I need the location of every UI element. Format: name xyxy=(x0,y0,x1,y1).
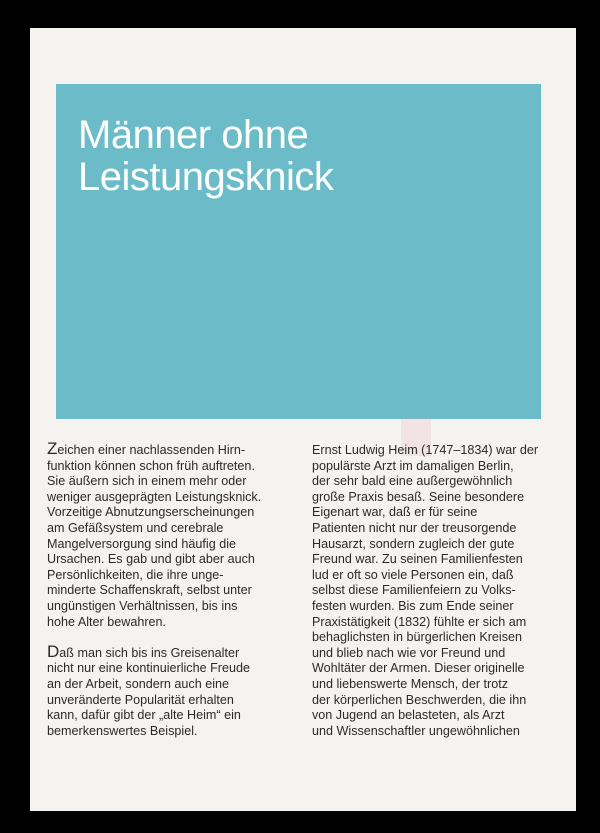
text-line: Ursachen. Es gab und gibt aber auch xyxy=(47,552,255,567)
text-line: lud er oft so viele Personen ein, daß xyxy=(312,567,514,582)
text-line: populärste Arzt im damaligen Berlin, xyxy=(312,458,514,473)
text-line: der körperlichen Beschwerden, die ihn xyxy=(312,692,527,707)
text-line: Sie äußern sich in einem mehr oder xyxy=(47,474,247,489)
drop-cap: Z xyxy=(47,439,58,458)
text-line: unveränderte Popularität erhalten xyxy=(47,692,234,707)
document-page xyxy=(30,28,576,811)
text-line: bemerkenswertes Beispiel. xyxy=(47,723,198,738)
text-line: Zeichen einer nachlassenden Hirn- xyxy=(47,439,246,458)
text-line: ungünstigen Verhältnissen, bis ins xyxy=(47,598,238,613)
text-line: nicht nur eine kontinuierliche Freude xyxy=(47,661,251,676)
left-text-column xyxy=(47,439,287,739)
text-line: große Praxis besaß. Seine besondere xyxy=(312,489,525,504)
paragraph-heim-biography xyxy=(312,443,557,739)
text-line: Vorzeitige Abnutzungserscheinungen xyxy=(47,505,255,520)
text-line: weniger ausgeprägten Leistungsknick. xyxy=(47,489,262,504)
page-title xyxy=(78,114,333,198)
drop-cap: D xyxy=(47,641,60,661)
text-line: Hausarzt, sondern zugleich der gute xyxy=(312,536,515,551)
text-line: der sehr bald eine außergewöhnlich xyxy=(312,474,513,489)
text-line: und blieb nach wie vor Freund und xyxy=(312,645,506,660)
text-line: an der Arbeit, sondern auch eine xyxy=(47,676,230,691)
text-line: kann, dafür gibt der „alte Heim“ ein xyxy=(47,708,241,723)
text-line: Praxistätigkeit (1832) fühlte er sich am xyxy=(312,614,527,629)
title-banner xyxy=(56,84,541,419)
text-line: Mangelversorgung sind häufig die xyxy=(47,536,237,551)
text-line: Persönlichkeiten, die ihre unge- xyxy=(47,567,224,582)
text-line: minderte Schaffenskraft, selbst unter xyxy=(47,583,252,598)
text-line: hohe Alter bewahren. xyxy=(47,614,167,629)
text-line: Daß man sich bis ins Greisenalter xyxy=(47,641,240,661)
text-line: von Jugend an belasteten, als Arzt xyxy=(312,708,505,723)
text-line: am Gefäßsystem und cerebrale xyxy=(47,520,224,535)
text-line: und Wissenschaftler ungewöhnlichen xyxy=(312,723,520,738)
text-line: Eigenart war, daß er für seine xyxy=(312,505,478,520)
text-line: Ernst Ludwig Heim (1747–1834) war der xyxy=(312,443,539,457)
right-text-column xyxy=(312,443,557,739)
text-line: funktion können schon früh auftreten. xyxy=(47,458,255,473)
text-line: selbst diese Familienfeiern zu Volks- xyxy=(312,583,516,598)
title-line: Leistungsknick xyxy=(78,155,334,199)
text-line: und liebenswerte Mensch, der trotz xyxy=(312,676,509,691)
text-line: behaglichsten in bürgerlichen Kreisen xyxy=(312,630,523,645)
text-line: Freund war. Zu seinen Familienfesten xyxy=(312,552,523,567)
title-line: Männer ohne xyxy=(78,113,309,157)
text-line: festen wurden. Bis zum Ende seiner xyxy=(312,598,514,613)
paragraph-intro xyxy=(47,439,287,630)
paragraph-heim-intro xyxy=(47,641,287,740)
text-line: Patienten nicht nur der treusorgende xyxy=(312,520,517,535)
text-line: Wohltäter der Armen. Dieser originelle xyxy=(312,661,525,676)
